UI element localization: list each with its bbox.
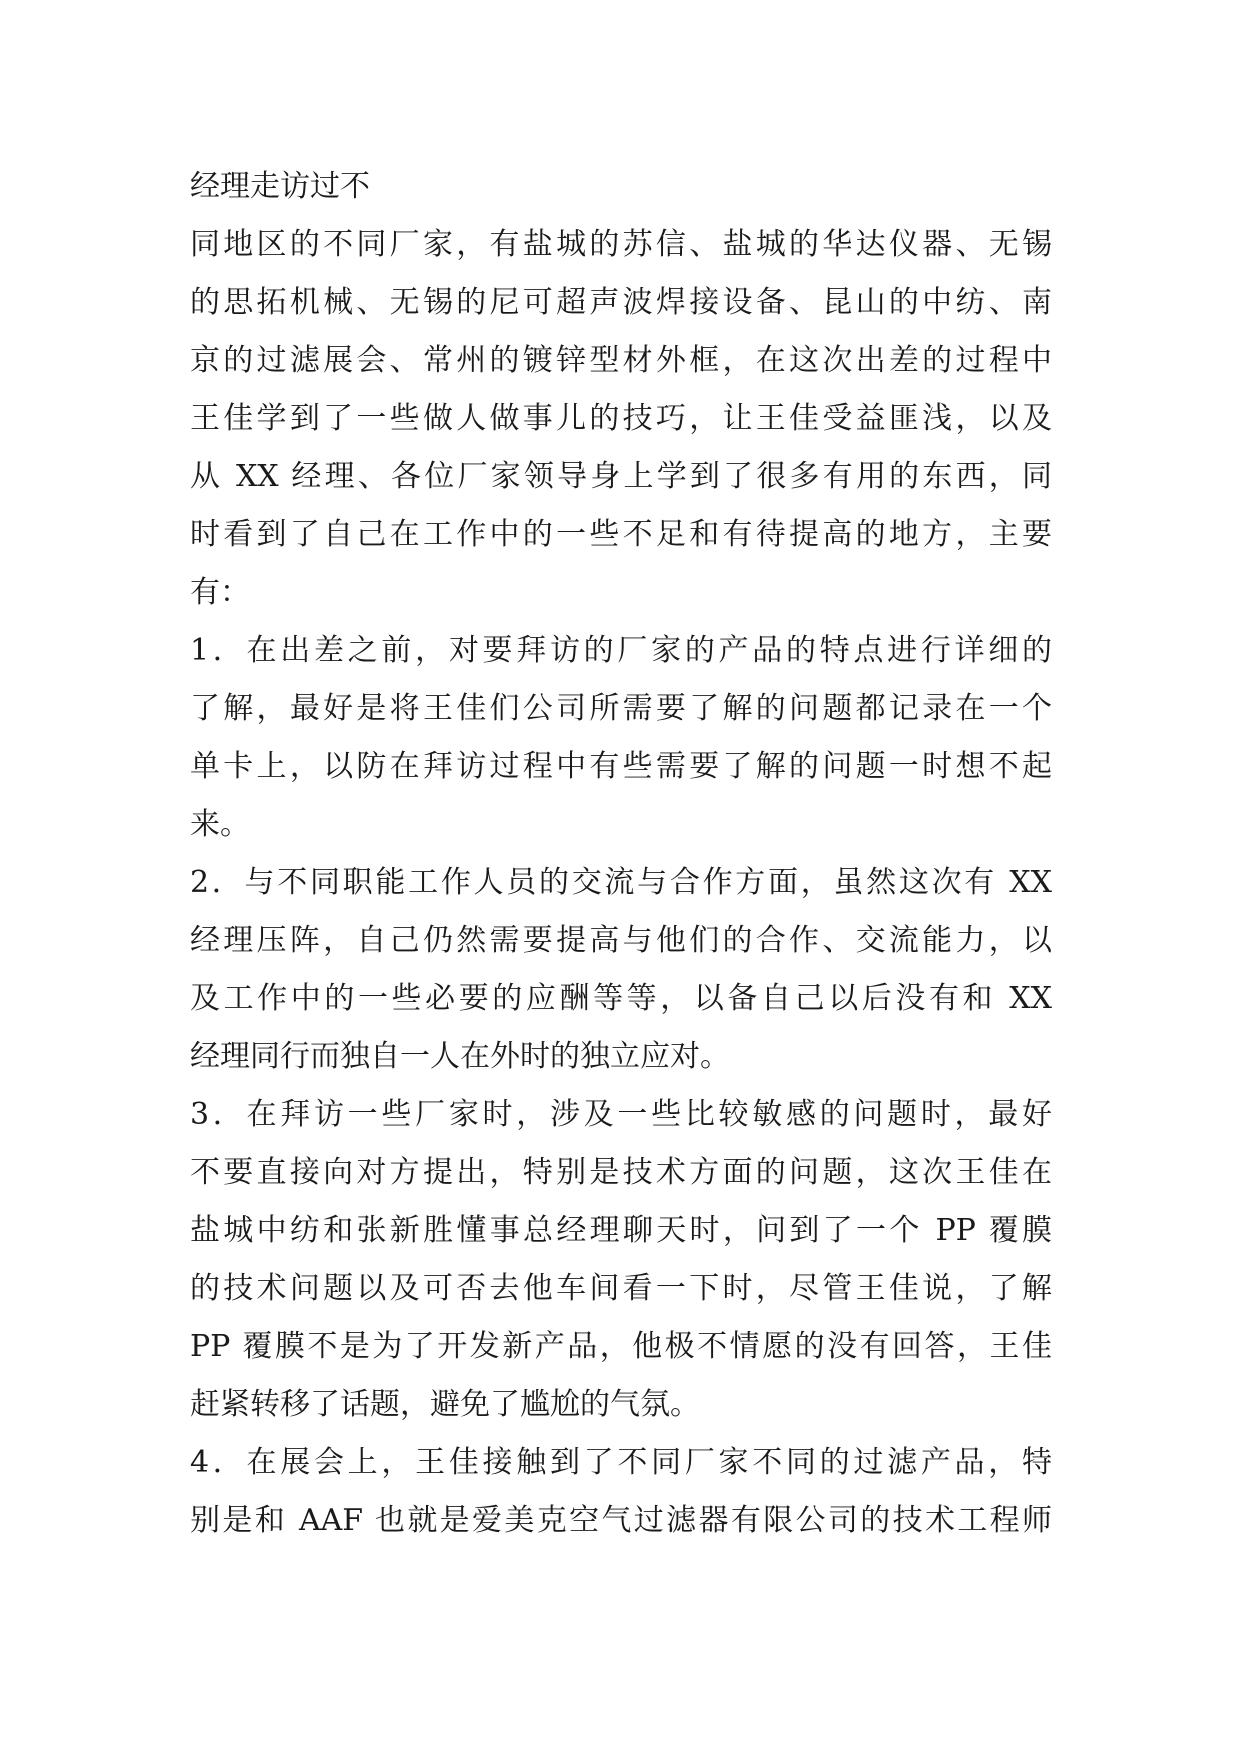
text-line: 时看到了自己在工作中的一些不足和有待提高的地方，主要 — [190, 517, 1052, 552]
text-line: 2．与不同职能工作人员的交流与合作方面，虽然这次有 XX — [190, 865, 1052, 900]
text-line: 经理压阵，自己仍然需要提高与他们的合作、交流能力，以 — [190, 923, 1052, 958]
text-line: 及工作中的一些必要的应酬等等，以备自己以后没有和 XX — [190, 981, 1052, 1016]
text-line: 王佳学到了一些做人做事儿的技巧，让王佳受益匪浅，以及 — [190, 401, 1052, 436]
body-text — [190, 158, 1052, 1550]
text-line: 1．在出差之前，对要拜访的厂家的产品的特点进行详细的 — [190, 633, 1052, 668]
text-line: 从 XX 经理、各位厂家领导身上学到了很多有用的东西，同 — [190, 459, 1052, 494]
text-line: 4．在展会上，王佳接触到了不同厂家不同的过滤产品，特 — [190, 1445, 1052, 1480]
text-line: 不要直接向对方提出，特别是技术方面的问题，这次王佳在 — [190, 1155, 1052, 1190]
text-line: 3．在拜访一些厂家时，涉及一些比较敏感的问题时，最好 — [190, 1097, 1052, 1132]
text-line: 了解，最好是将王佳们公司所需要了解的问题都记录在一个 — [190, 691, 1052, 726]
text-line: PP 覆膜不是为了开发新产品，他极不情愿的没有回答，王佳 — [190, 1329, 1052, 1364]
text-line: 经理走访过不 — [190, 169, 370, 204]
text-line: 来。 — [190, 807, 250, 842]
text-line: 盐城中纺和张新胜懂事总经理聊天时，问到了一个 PP 覆膜 — [190, 1213, 1052, 1248]
text-line: 的技术问题以及可否去他车间看一下时，尽管王佳说，了解 — [190, 1271, 1052, 1306]
text-line: 京的过滤展会、常州的镀锌型材外框，在这次出差的过程中 — [190, 343, 1052, 378]
text-line: 经理同行而独自一人在外时的独立应对。 — [190, 1039, 730, 1074]
text-line: 的思拓机械、无锡的尼可超声波焊接设备、昆山的中纺、南 — [190, 285, 1052, 320]
text-line: 别是和 AAF 也就是爱美克空气过滤器有限公司的技术工程师 — [190, 1503, 1052, 1538]
text-line: 同地区的不同厂家，有盐城的苏信、盐城的华达仪器、无锡 — [190, 227, 1052, 262]
text-line: 单卡上，以防在拜访过程中有些需要了解的问题一时想不起 — [190, 749, 1052, 784]
text-line: 有： — [190, 575, 250, 610]
text-line: 赶紧转移了话题，避免了尴尬的气氛。 — [190, 1387, 700, 1422]
